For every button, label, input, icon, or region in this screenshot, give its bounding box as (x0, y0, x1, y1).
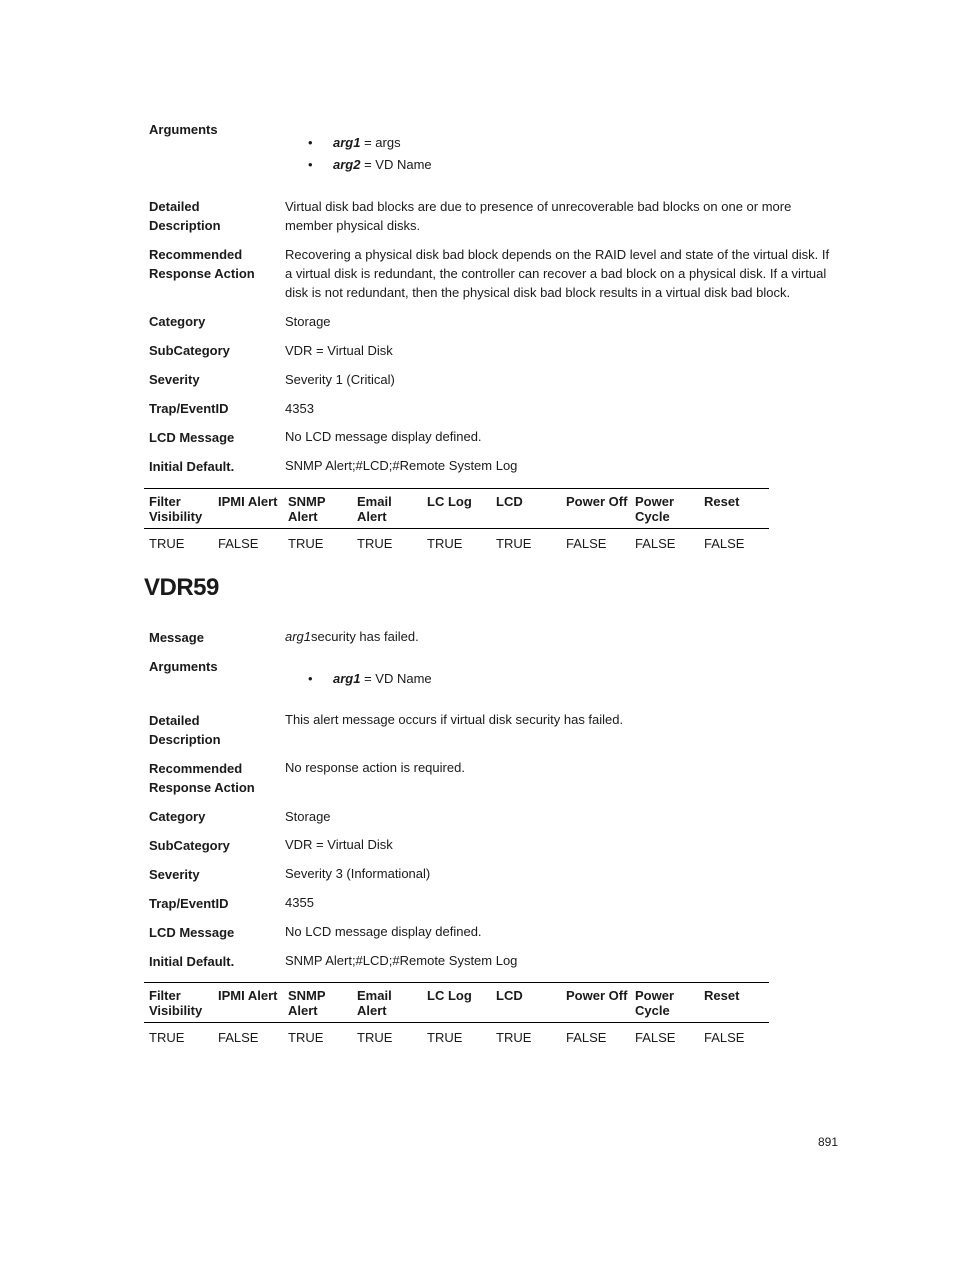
initial-default-value: SNMP Alert;#LCD;#Remote System Log (285, 953, 518, 968)
bullet-icon: • (308, 135, 313, 150)
initial-default-label: Initial Default. (149, 954, 235, 969)
table-cell: FALSE (218, 1030, 259, 1045)
category-value: Storage (285, 314, 331, 329)
argument-item: • arg1 = args (308, 135, 401, 150)
table-cell: TRUE (288, 1030, 324, 1045)
subcategory-label: SubCategory (149, 838, 230, 853)
table-header-cell: SNMP Alert (288, 988, 326, 1018)
category-label: Category (149, 314, 206, 329)
table-cell: TRUE (149, 536, 185, 551)
table-cell: FALSE (566, 536, 607, 551)
table-header-cell: LC Log (427, 988, 472, 1003)
table-header-cell: Power Cycle (635, 494, 675, 524)
recommended-response-label: Recommended Response Action (149, 247, 255, 281)
argument-item: • arg1 = VD Name (308, 671, 432, 686)
subcategory-value: VDR = Virtual Disk (285, 837, 393, 852)
table-cell: FALSE (566, 1030, 607, 1045)
table-header-cell: Power Cycle (635, 988, 675, 1018)
table-top-rule (144, 488, 769, 489)
table-header-cell: IPMI Alert (218, 988, 278, 1003)
table-top-rule (144, 982, 769, 983)
table-header-cell: LC Log (427, 494, 472, 509)
arguments-label: Arguments (149, 122, 218, 137)
table-cell: FALSE (704, 536, 745, 551)
message-value: arg1security has failed. (285, 629, 419, 644)
category-label: Category (149, 809, 206, 824)
detailed-description-label: Detailed Description (149, 713, 221, 747)
lcd-message-label: LCD Message (149, 925, 235, 940)
lcd-message-value: No LCD message display defined. (285, 429, 482, 444)
bullet-icon: • (308, 157, 313, 172)
severity-value: Severity 3 (Informational) (285, 866, 431, 881)
table-cell: TRUE (427, 536, 463, 551)
table-header-cell: Filter Visibility (149, 494, 203, 524)
detailed-description-value: This alert message occurs if virtual disk security has failed. (285, 712, 624, 727)
trap-eventid-value: 4353 (285, 401, 314, 416)
table-header-cell: Email Alert (357, 494, 392, 524)
trap-eventid-value: 4355 (285, 895, 314, 910)
recommended-response-value: No response action is required. (285, 760, 465, 775)
table-header-cell: Power Off (566, 988, 628, 1003)
detailed-description-value: Virtual disk bad blocks are due to presence of unrecoverable bad blocks on one or more member physical disks. (285, 199, 792, 233)
table-header-cell: SNMP Alert (288, 494, 326, 524)
table-header-cell: IPMI Alert (218, 494, 278, 509)
table-cell: TRUE (357, 1030, 393, 1045)
table-cell: TRUE (357, 536, 393, 551)
lcd-message-label: LCD Message (149, 430, 235, 445)
lcd-message-value: No LCD message display defined. (285, 924, 482, 939)
table-cell: FALSE (635, 536, 676, 551)
message-label: Message (149, 630, 204, 645)
trap-eventid-label: Trap/EventID (149, 896, 229, 911)
table-header-cell: Email Alert (357, 988, 392, 1018)
table-cell: TRUE (149, 1030, 185, 1045)
severity-label: Severity (149, 372, 200, 387)
recommended-response-value: Recovering a physical disk bad block depends on the RAID level and state of the virtual disk. If a virtual disk is redundant, the controller can recover a bad block on a physical disk. If a virtual disk is not redundant, then the physical disk bad block results in a virtual disk bad block. (285, 247, 830, 300)
table-header-rule (144, 1022, 769, 1023)
arguments-label: Arguments (149, 659, 218, 674)
table-cell: TRUE (288, 536, 324, 551)
bullet-icon: • (308, 671, 313, 686)
subcategory-value: VDR = Virtual Disk (285, 343, 393, 358)
severity-value: Severity 1 (Critical) (285, 372, 395, 387)
table-cell: FALSE (218, 536, 259, 551)
recommended-response-label: Recommended Response Action (149, 761, 255, 795)
initial-default-value: SNMP Alert;#LCD;#Remote System Log (285, 458, 518, 473)
page-number: 891 (818, 1135, 839, 1149)
severity-label: Severity (149, 867, 200, 882)
section-heading: VDR59 (144, 574, 219, 601)
trap-eventid-label: Trap/EventID (149, 401, 229, 416)
table-cell: FALSE (635, 1030, 676, 1045)
table-cell: TRUE (496, 1030, 532, 1045)
table-header-cell: Reset (704, 494, 740, 509)
detailed-description-label: Detailed Description (149, 199, 221, 233)
table-cell: TRUE (496, 536, 532, 551)
table-cell: TRUE (427, 1030, 463, 1045)
table-header-cell: LCD (496, 494, 523, 509)
table-header-cell: Filter Visibility (149, 988, 203, 1018)
table-header-cell: Power Off (566, 494, 628, 509)
table-header-cell: LCD (496, 988, 523, 1003)
table-header-rule (144, 528, 769, 529)
category-value: Storage (285, 809, 331, 824)
table-header-cell: Reset (704, 988, 740, 1003)
initial-default-label: Initial Default. (149, 459, 235, 474)
argument-item: • arg2 = VD Name (308, 157, 432, 172)
table-cell: FALSE (704, 1030, 745, 1045)
subcategory-label: SubCategory (149, 343, 230, 358)
